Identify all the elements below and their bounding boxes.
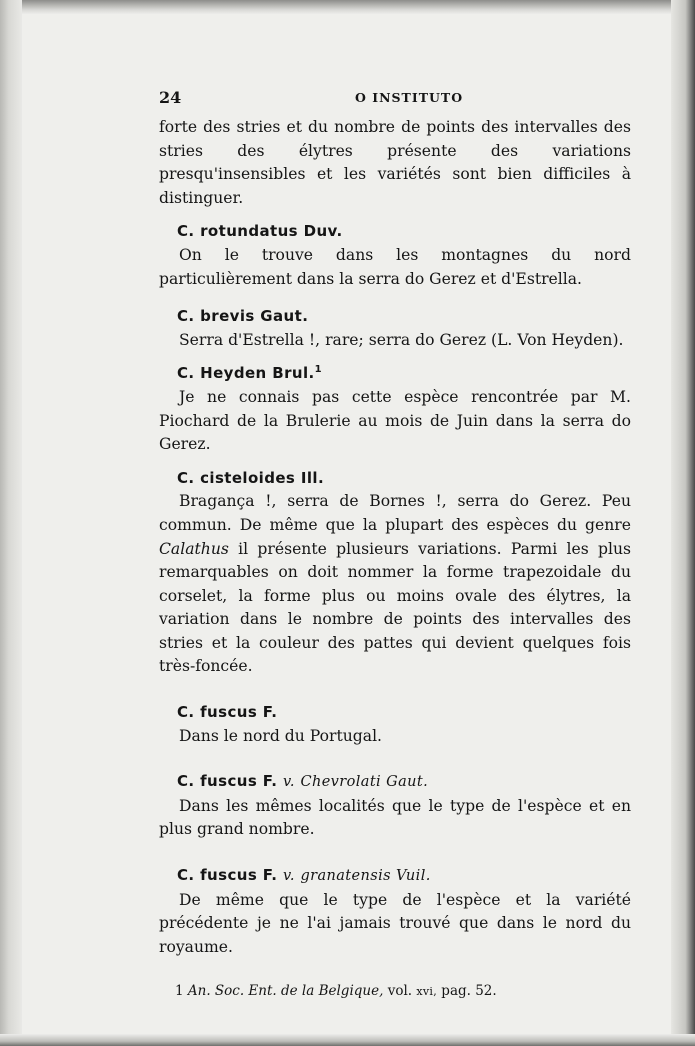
species-name-fuscus: C. fuscus F. bbox=[177, 866, 278, 885]
footnote-ref: 1 bbox=[314, 364, 322, 376]
page-top-shadow bbox=[0, 0, 695, 14]
species-text-cisteloides-a: Bragança !, serra de Bornes !, serra do Gerez. Peu commun. De même que la plupart des espèces du genre bbox=[159, 492, 631, 534]
species-text-fuscus: Dans le nord du Portugal. bbox=[179, 726, 383, 745]
species-heading-brevis: C. brevis Gaut. bbox=[177, 307, 309, 326]
species-heading-fuscus-granatensis bbox=[159, 864, 631, 889]
species-heading-rotundatus: C. rotundatus Duv. bbox=[177, 222, 343, 241]
species-heading-fuscus: C. fuscus F. bbox=[177, 703, 278, 722]
page-bottom-edge bbox=[0, 1034, 695, 1046]
intro-paragraph: forte des stries et du nombre de points des intervalles des stries des élytres présente des variations presqu'insensibles et les variétés sont bien difficiles à distinguer. bbox=[159, 118, 631, 207]
species-text-fuscus-chevrolati: Dans les mêmes localités que le type de l'espèce et en plus grand nombre. bbox=[159, 796, 631, 839]
page-left-gutter bbox=[0, 0, 22, 1046]
species-text-cisteloides bbox=[159, 490, 631, 679]
species-name-fuscus: C. fuscus F. bbox=[177, 772, 278, 791]
species-text-cisteloides-b: il présente plusieurs variations. Parmi les plus remarquables on doit nommer la forme trapezoidale du corselet, la forme plus ou moins ovale des élytres, la variation dans le nombre de points des intervalles des stries et la couleur des pattes qui devient quelques fois très-foncée. bbox=[159, 539, 631, 676]
variety-marker: v. bbox=[282, 868, 295, 885]
species-text-fuscus-granatensis: De même que le type de l'espèce et la variété précédente je ne l'ai jamais trouvé que dans le nord du royaume. bbox=[159, 890, 631, 956]
species-heading-cisteloides: C. cisteloides Ill. bbox=[177, 468, 325, 487]
species-heading-fuscus-chevrolati bbox=[159, 770, 631, 795]
journal-title: O INSTITUTO bbox=[355, 90, 464, 105]
species-heading-heyden bbox=[159, 362, 631, 386]
variety-name-granatensis: granatensis Vuil. bbox=[300, 868, 431, 885]
species-text-heyden: Je ne connais pas cette espèce rencontrée par M. Piochard de la Brulerie au mois de Juin dans la serra do Gerez. bbox=[159, 387, 631, 454]
species-text-rotundatus: On le trouve dans les montagnes du nord particulièrement dans la serra do Gerez et d'Estrella. bbox=[159, 245, 631, 288]
species-name-heyden: C. Heyden Brul. bbox=[177, 364, 315, 383]
running-head bbox=[159, 86, 631, 110]
footnote-marker: 1 bbox=[175, 983, 184, 1000]
footnote-vol-label: vol. bbox=[387, 983, 413, 1000]
footnote-reference: An. Soc. Ent. de la Belgique, bbox=[187, 983, 384, 1000]
page-right-edge bbox=[671, 0, 695, 1046]
variety-marker: v. bbox=[282, 774, 295, 791]
page-content bbox=[159, 86, 631, 1002]
page-number: 24 bbox=[159, 88, 182, 107]
species-text-brevis: Serra d'Estrella !, rare; serra do Gerez (L. Von Heyden). bbox=[179, 330, 624, 349]
footnote-vol-number: xvi, bbox=[416, 985, 437, 999]
genus-name-calathus: Calathus bbox=[159, 539, 229, 558]
footnote bbox=[159, 981, 631, 1002]
footnote-page: pag. 52. bbox=[441, 983, 497, 1000]
variety-name-chevrolati: Chevrolati Gaut. bbox=[300, 774, 429, 791]
